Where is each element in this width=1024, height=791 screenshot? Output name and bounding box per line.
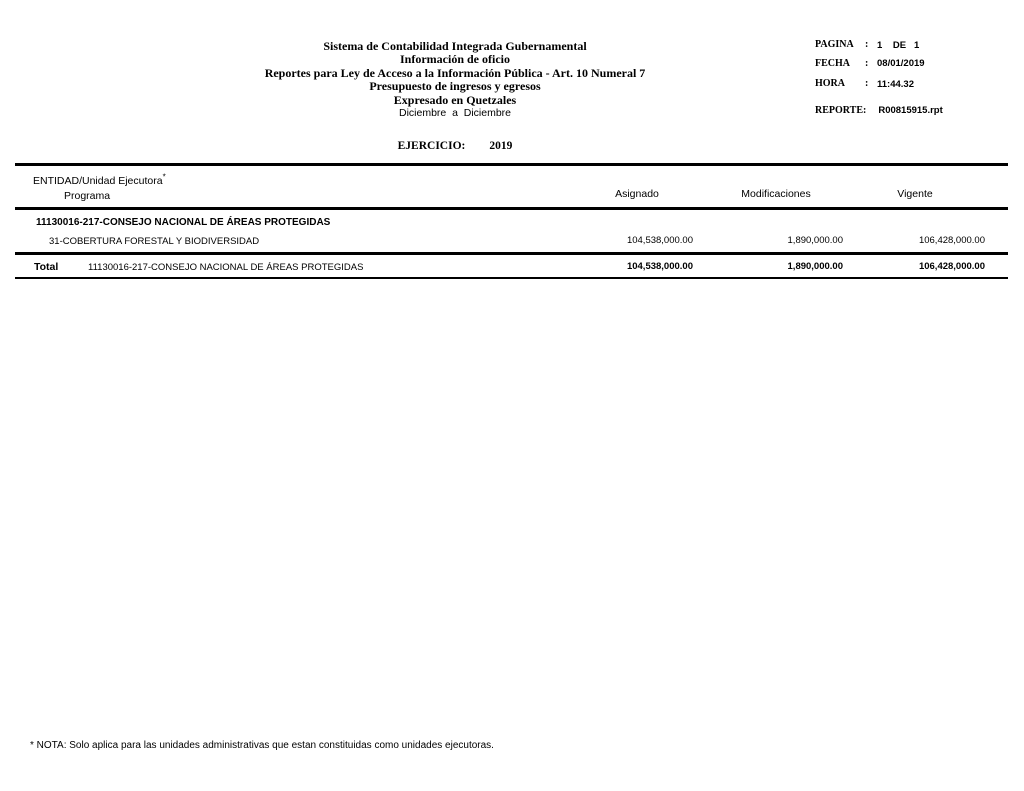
title-line-budget: Presupuesto de ingresos y egresos <box>369 79 541 94</box>
total-asignado-value: 104,538,000.00 <box>626 261 693 272</box>
meta-row-fecha <box>815 58 943 70</box>
title-line-info: Información de oficio <box>400 52 510 67</box>
column-header-asignado: Asignado <box>615 188 659 200</box>
meta-separator: : <box>865 39 869 50</box>
meta-label-pagina: PAGINA <box>815 39 854 50</box>
table-body-rule <box>15 252 1008 255</box>
table-bottom-rule <box>15 277 1008 279</box>
title-line-currency: Expresado en Quetzales <box>393 92 517 107</box>
entity-row-name: 11130016-217-CONSEJO NACIONAL DE ÁREAS PROTEGIDAS <box>36 217 331 228</box>
meta-separator: : <box>865 57 869 69</box>
column-header-entidad <box>33 172 166 187</box>
title-line-system: Sistema de Contabilidad Integrada Gubernamental <box>323 39 587 53</box>
meta-row-hora <box>815 78 943 90</box>
meta-row-pagina <box>815 39 943 51</box>
column-header-vigente: Vigente <box>897 188 933 200</box>
meta-value-hora: 11:44.32 <box>877 78 914 90</box>
ejercicio-label: EJERCICIO: <box>397 140 466 153</box>
entidad-header-asterisk: * <box>162 172 166 182</box>
meta-separator: : <box>865 78 869 89</box>
program-vigente-value: 106,428,000.00 <box>918 235 985 246</box>
title-line-law: Reportes para Ley de Acceso a la Información Pública - Art. 10 Numeral 7 <box>264 65 646 80</box>
column-header-modificaciones: Modificaciones <box>741 188 811 200</box>
program-modificaciones-value: 1,890,000.00 <box>787 235 843 246</box>
total-row-label: Total <box>34 261 59 273</box>
period-range: Diciembre a Diciembre <box>398 107 512 120</box>
meta-label-hora: HORA <box>815 78 845 89</box>
entidad-header-text: ENTIDAD/Unidad Ejecutora <box>33 175 163 187</box>
column-header-programa: Programa <box>64 190 111 202</box>
meta-label-fecha: FECHA <box>815 57 850 69</box>
footer-note: * NOTA: Solo aplica para las unidades administrativas que estan constituidas como unidades ejecutoras. <box>30 740 494 751</box>
total-modificaciones-value: 1,890,000.00 <box>787 261 843 272</box>
ejercicio-line <box>105 140 805 152</box>
report-header <box>105 40 805 152</box>
meta-row-reporte <box>815 105 943 117</box>
program-asignado-value: 104,538,000.00 <box>626 235 693 246</box>
total-vigente-value: 106,428,000.00 <box>918 261 985 272</box>
meta-value-reporte: R00815915.rpt <box>878 105 943 116</box>
meta-value-pagina: 1 DE 1 <box>877 39 920 51</box>
meta-separator <box>866 105 878 117</box>
program-row-name: 31-COBERTURA FORESTAL Y BIODIVERSIDAD <box>49 236 260 247</box>
table-header-rule <box>15 207 1008 210</box>
total-row-entity: 11130016-217-CONSEJO NACIONAL DE ÁREAS PROTEGIDAS <box>88 262 364 273</box>
table-top-rule <box>15 163 1008 166</box>
report-meta-block <box>815 39 943 116</box>
ejercicio-value: 2019 <box>489 140 513 153</box>
meta-value-fecha: 08/01/2019 <box>877 58 925 69</box>
meta-label-reporte: REPORTE: <box>815 104 867 116</box>
